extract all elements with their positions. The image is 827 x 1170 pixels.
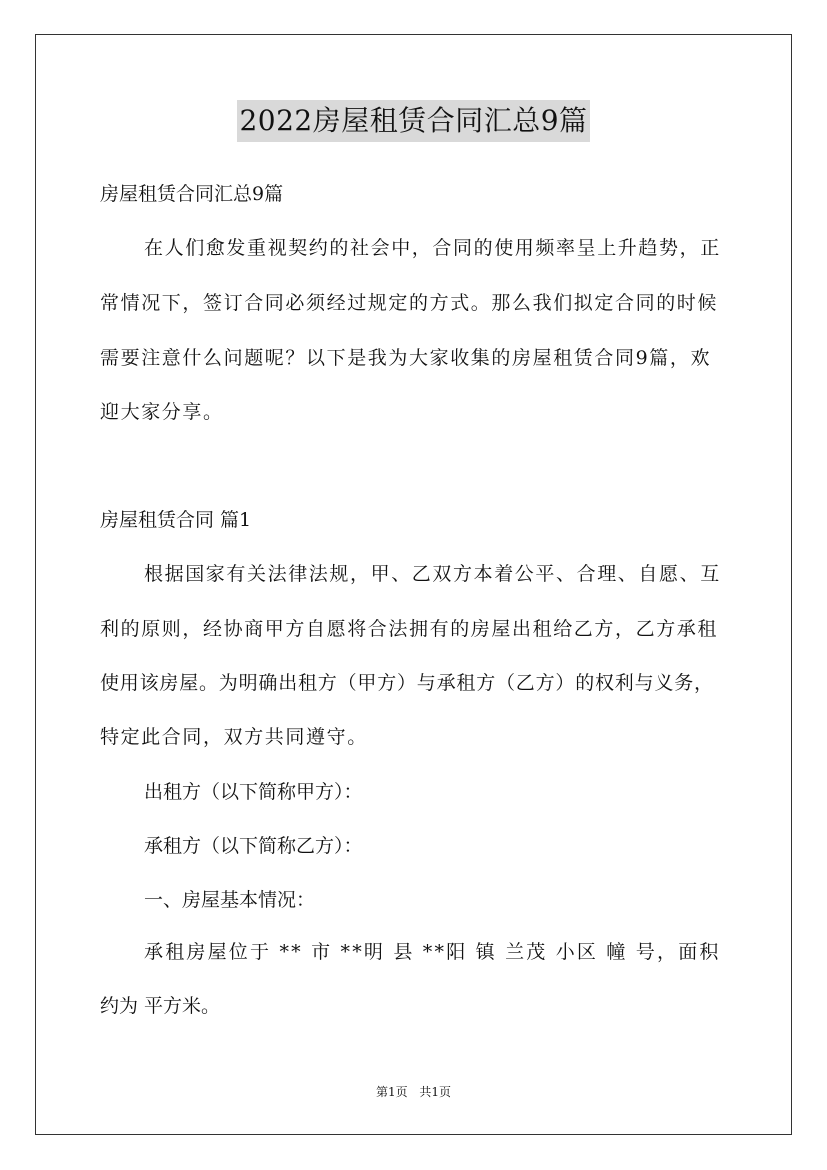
document-title: 2022房屋租赁合同汇总9篇 [237, 100, 589, 142]
title-container [0, 100, 827, 142]
section-paragraph-line: 使用该房屋。为明确出租方（甲方）与承租方（乙方）的权利与义务， [100, 672, 714, 694]
page-total: 共1页 [419, 1085, 452, 1099]
lessee-line: 承租方（以下简称乙方）： [144, 835, 363, 857]
section-paragraph-line: 根据国家有关法律法规，甲、乙双方本着公平、合理、自愿、互 [144, 563, 721, 585]
location-line: 约为 平方米。 [100, 995, 221, 1017]
section-paragraph-line: 利的原则，经协商甲方自愿将合法拥有的房屋出租给乙方，乙方承租 [100, 618, 719, 640]
intro-line: 在人们愈发重视契约的社会中，合同的使用频率呈上升趋势，正 [144, 237, 721, 259]
page-number: 第1页 [375, 1085, 408, 1099]
intro-line: 需要注意什么问题呢？以下是我为大家收集的房屋租赁合同9篇，欢 [100, 347, 712, 369]
page-footer [0, 1084, 827, 1100]
location-line: 承租房屋位于 ** 市 **明 县 **阳 镇 兰茂 小区 幢 号，面积 [144, 941, 721, 963]
clause-heading: 一、房屋基本情况： [144, 889, 316, 911]
section-heading: 房屋租赁合同 篇1 [100, 509, 252, 531]
intro-line: 常情况下，签订合同必须经过规定的方式。那么我们拟定合同的时候 [100, 292, 719, 314]
document-subtitle: 房屋租赁合同汇总9篇 [100, 183, 284, 205]
section-paragraph-line: 特定此合同，双方共同遵守。 [100, 726, 368, 748]
intro-line: 迎大家分享。 [100, 401, 224, 423]
lessor-line: 出租方（以下简称甲方）： [144, 781, 363, 803]
